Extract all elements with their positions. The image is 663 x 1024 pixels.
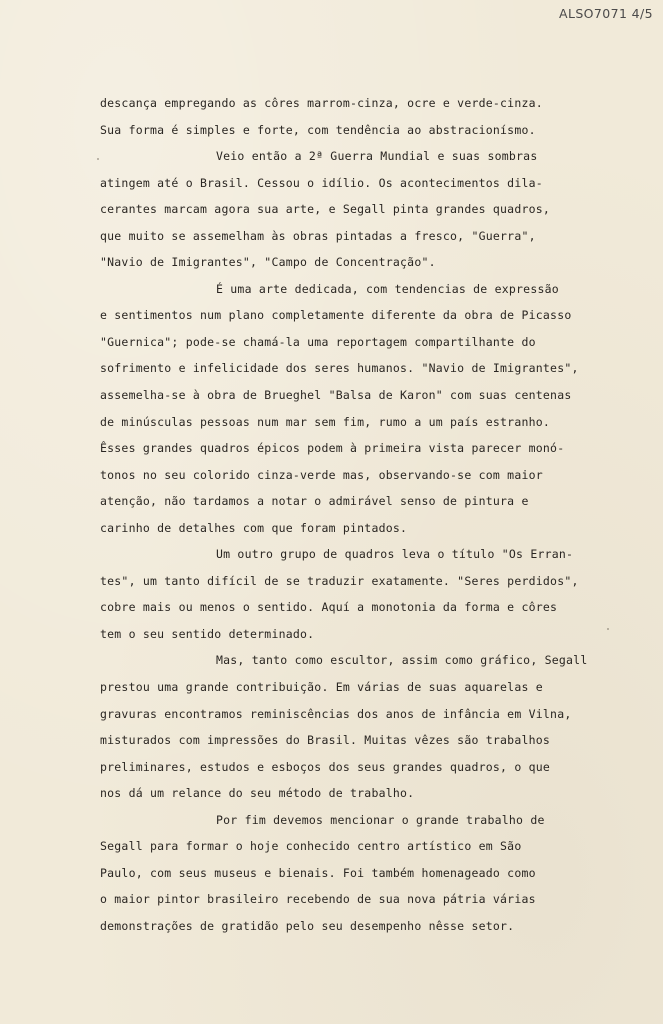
- text-line: de minúsculas pessoas num mar sem fim, rumo a um país estranho.: [100, 414, 551, 429]
- paper-speck: [607, 628, 609, 630]
- paragraph-first-line: Veio então a 2ª Guerra Mundial e suas sombras: [216, 149, 538, 164]
- text-line: Êsses grandes quadros épicos podem à primeira vista parecer monó-: [100, 441, 565, 456]
- paragraph-first-line: Um outro grupo de quadros leva o título "Os Erran-: [216, 547, 574, 562]
- text-line: Sua forma é simples e forte, com tendência ao abstracionísmo.: [100, 122, 536, 137]
- text-line: misturados com impressões do Brasil. Muitas vêzes são trabalhos: [100, 733, 551, 748]
- paragraph-first-line: É uma arte dedicada, com tendencias de expressão: [216, 281, 559, 296]
- text-line: demonstrações de gratidão pelo seu desempenho nêsse setor.: [100, 918, 515, 933]
- text-line: nos dá um relance do seu método de trabalho.: [100, 786, 415, 801]
- text-line: Paulo, com seus museus e bienais. Foi também homenageado como: [100, 865, 536, 880]
- text-line: prestou uma grande contribuição. Em várias de suas aquarelas e: [100, 680, 543, 695]
- text-line: cerantes marcam agora sua arte, e Segall pinta grandes quadros,: [100, 202, 551, 217]
- text-line: cobre mais ou menos o sentido. Aquí a monotonia da forma e côres: [100, 600, 558, 615]
- text-line: atenção, não tardamos a notar o admirável senso de pintura e: [100, 494, 529, 509]
- text-line: tonos no seu colorido cinza-verde mas, observando-se com maior: [100, 467, 543, 482]
- archive-reference-code: ALSO7071 4/5: [559, 6, 653, 21]
- text-line: tes", um tanto difícil de se traduzir exatamente. "Seres perdidos",: [100, 573, 579, 588]
- text-line: assemelha-se à obra de Brueghel "Balsa de Karon" com suas centenas: [100, 388, 572, 403]
- paragraph-first-line: Por fim devemos mencionar o grande trabalho de: [216, 812, 545, 827]
- text-line: Segall para formar o hoje conhecido centro artístico em São: [100, 839, 522, 854]
- text-line: carinho de detalhes com que foram pintados.: [100, 520, 408, 535]
- text-line: "Guernica"; pode-se chamá-la uma reportagem compartilhante do: [100, 334, 536, 349]
- text-line: que muito se assemelham às obras pintadas a fresco, "Guerra",: [100, 228, 536, 243]
- text-line: "Navio de Imigrantes", "Campo de Concentração".: [100, 255, 436, 270]
- text-line: e sentimentos num plano completamente diferente da obra de Picasso: [100, 308, 572, 323]
- text-line: o maior pintor brasileiro recebendo de sua nova pátria várias: [100, 892, 536, 907]
- text-line: sofrimento e infelicidade dos seres humanos. "Navio de Imigrantes",: [100, 361, 579, 376]
- paragraph-first-line: Mas, tanto como escultor, assim como gráfico, Segall: [216, 653, 588, 668]
- text-line: preliminares, estudos e esboços dos seus grandes quadros, o que: [100, 759, 551, 774]
- text-line: gravuras encontramos reminiscências dos anos de infância em Vilna,: [100, 706, 572, 721]
- text-line: descança empregando as côres marrom-cinza, ocre e verde-cinza.: [100, 96, 543, 110]
- paper-speck: [97, 158, 99, 160]
- text-line: tem o seu sentido determinado.: [100, 626, 315, 641]
- body-text: [100, 90, 620, 940]
- text-line: atingem até o Brasil. Cessou o idílio. Os acontecimentos dila-: [100, 175, 543, 190]
